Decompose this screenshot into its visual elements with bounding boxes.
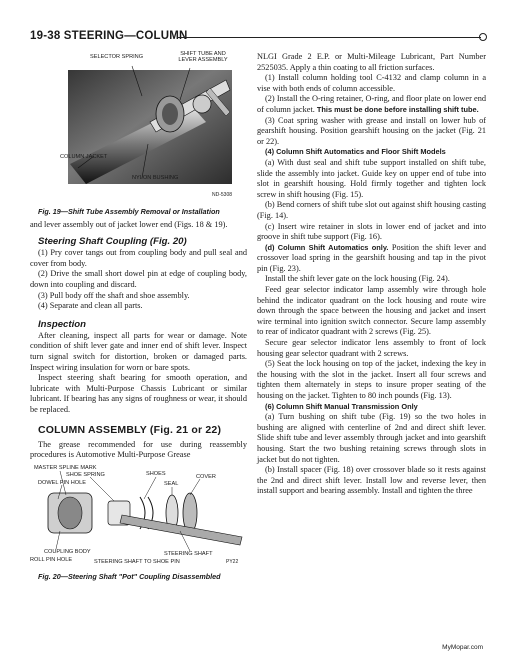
figure-20-code: PY22 bbox=[226, 558, 239, 565]
label-coupling-body: COUPLING BODY bbox=[44, 548, 91, 555]
label-selector-spring: SELECTOR SPRING bbox=[90, 54, 144, 60]
header-circle-mark bbox=[479, 33, 487, 41]
column-assembly-heading: COLUMN ASSEMBLY (Fig. 21 or 22) bbox=[38, 423, 222, 436]
label-nylon-bushing: NYLON BUSHING bbox=[132, 175, 179, 181]
paragraph-step-4a: (a) With dust seal and shift tube support installed on shift tube, slide the assembly into jacket. Guide key on upper end of tube into slot in gearshift housing. Hold firmly together and tighten lock screw in shift housing (Fig. 15). bbox=[257, 157, 486, 199]
paragraph-step-5: (5) Seat the lock housing on top of the jacket, indexing the key in the housing with the slot in the jacket. Insert all four screws and tighten them alternately in steps to insure proper seating of the housing on the jacket. Tighten to 80 inch pounds (Fig. 13). bbox=[257, 359, 486, 400]
figure-19-caption: Fig. 19—Shift Tube Assembly Removal or Installation bbox=[38, 207, 220, 216]
paragraph-step-4c: (c) Insert wire retainer in slots in lower end of jacket and into groove in shift tube support (Fig. 16). bbox=[257, 221, 486, 242]
left-intro-paragraph: and lever assembly out of jacket lower end (Figs. 18 & 19). bbox=[30, 219, 228, 229]
left-column bbox=[30, 52, 247, 582]
figure-20-caption: Fig. 20—Steering Shaft "Pot" Coupling Disassembled bbox=[38, 571, 221, 581]
paragraph-step-4d bbox=[257, 243, 486, 275]
inspection-paragraph-1: After cleaning, inspect all parts for wear or damage. Note condition of shift lever gate and inner end of shift lever. Inspect turn signal switch for distortion, broken or damaged parts. Inspect wiring insulation for worn or bare spots. bbox=[30, 330, 247, 372]
figure-19 bbox=[30, 52, 247, 202]
assembly-intro-paragraph: The grease recommended for use during reassembly procedures is Automotive Multi-Purpose Grease bbox=[30, 439, 247, 460]
paragraph-step-6b: (b) Install spacer (Fig. 18) over crossover blade so it rests against the 2nd and direct shift lever. Install low and reverse lever, then install support and bearing assembly. Install and tighten the three bbox=[257, 465, 486, 496]
paragraph-step-6-heading: (6) Column Shift Manual Transmission Only bbox=[265, 401, 418, 411]
paragraph-lubricant: NLGI Grade 2 E.P. or Multi-Mileage Lubricant, Part Number 2525035. Apply a thin coating to all friction surfaces. bbox=[257, 52, 486, 72]
inspection-paragraph-2: Inspect steering shaft bearing for smooth operation, and lubricate with Multi-Purpose Chassis Lubricant or similar lubricant. If bearing has any signs of roughness or wear, it should be replaced. bbox=[30, 373, 247, 414]
label-steering-shaft: STEERING SHAFT bbox=[164, 550, 213, 557]
paragraph-lamp-assembly: Feed gear selector indicator lamp assembly wire through hole behind the indicator quadrant on the lock housing and route wire down through the space between the housing and jacket and insert wire terminal into ignition switch connector. Secure lamp assembly to rear of indicator quadrant with 2 screws (Fig. 25). bbox=[257, 285, 486, 337]
page-header bbox=[30, 30, 487, 44]
figure-20 bbox=[30, 465, 247, 565]
label-master-spline: MASTER SPLINE MARK bbox=[34, 464, 97, 471]
paragraph-step-3: (3) Coat spring washer with grease and install on lower hub of gearshift housing. Position gearshift housing on the jacket (Fig. 21 or 22). bbox=[257, 115, 486, 146]
label-dowel-pin-hole: DOWEL PIN HOLE bbox=[38, 479, 86, 486]
inspection-heading: Inspection bbox=[38, 318, 86, 330]
paragraph-step-4b: (b) Bend corners of shift tube slot out against shift housing casting (Fig. 14). bbox=[257, 200, 486, 220]
paragraph-lens-assembly: Secure gear selector indicator lens assembly to front of lock housing gear selector quadrant with 2 screws. bbox=[257, 338, 486, 358]
paragraph-shift-lever-gate: Install the shift lever gate on the lock housing (Fig. 24). bbox=[265, 274, 450, 284]
footer-site-credit: MyMopar.com bbox=[442, 644, 483, 651]
label-shoe-spring: SHOE SPRING bbox=[66, 471, 105, 478]
right-column bbox=[257, 52, 486, 497]
paragraph-step-1: (1) Install column holding tool C-4132 and clamp column in a vise with both ends of column accessible. bbox=[257, 73, 486, 93]
step-4d-text: Position the shift lever and crossover load spring in the gearshift housing and tap in the pivot pin (Fig. 23). bbox=[257, 242, 486, 273]
coupling-step-4: (4) Separate and clean all parts. bbox=[38, 301, 143, 311]
page-title: 19-38 STEERING—COLUMN bbox=[30, 30, 188, 42]
coupling-step-2: (2) Drive the small short dowel pin at edge of coupling body, down into coupling and discard. bbox=[30, 269, 247, 289]
label-column-jacket: COLUMN JACKET bbox=[60, 154, 108, 160]
step-4d-label: (d) Column Shift Automatics only. bbox=[265, 242, 392, 252]
label-seal: SEAL bbox=[164, 480, 179, 487]
figure-code: ND-5308 bbox=[212, 192, 233, 198]
paragraph-step-6a: (a) Turn bushing on shift tube (Fig. 19) so the two holes in bushing are aligned with centerline of 2nd and direct shift lever. Slide shift tube and lever assembly through jacket and into gearshift housing. Start the two bushing retaining screws through slots in jacket but do not tighten. bbox=[257, 412, 486, 464]
paragraph-step-4-heading: (4) Column Shift Automatics and Floor Shift Models bbox=[265, 147, 446, 157]
label-shift-tube: SHIFT TUBE AND LEVER ASSEMBLY bbox=[178, 51, 228, 64]
coupling-heading: Steering Shaft Coupling (Fig. 20) bbox=[38, 236, 187, 248]
coupling-step-3: (3) Pull body off the shaft and shoe assembly. bbox=[38, 290, 190, 300]
label-roll-pin-hole: ROLL PIN HOLE bbox=[30, 556, 73, 563]
paragraph-step-2 bbox=[257, 94, 486, 115]
label-cover: COVER bbox=[196, 473, 216, 480]
header-rule bbox=[177, 37, 481, 38]
step-2-warning: This must be done before installing shift tube. bbox=[316, 104, 479, 114]
label-shaft-to-shoe-pin: STEERING SHAFT TO SHOE PIN bbox=[94, 558, 180, 565]
coupling-step-1: (1) Pry cover tangs out from coupling body and pull seal and cover from body. bbox=[30, 248, 247, 268]
step-2-text: (2) Install the O-ring retainer, O-ring, and floor plate on lower end of column jacket. bbox=[257, 94, 486, 114]
label-shoes: SHOES bbox=[146, 470, 166, 477]
